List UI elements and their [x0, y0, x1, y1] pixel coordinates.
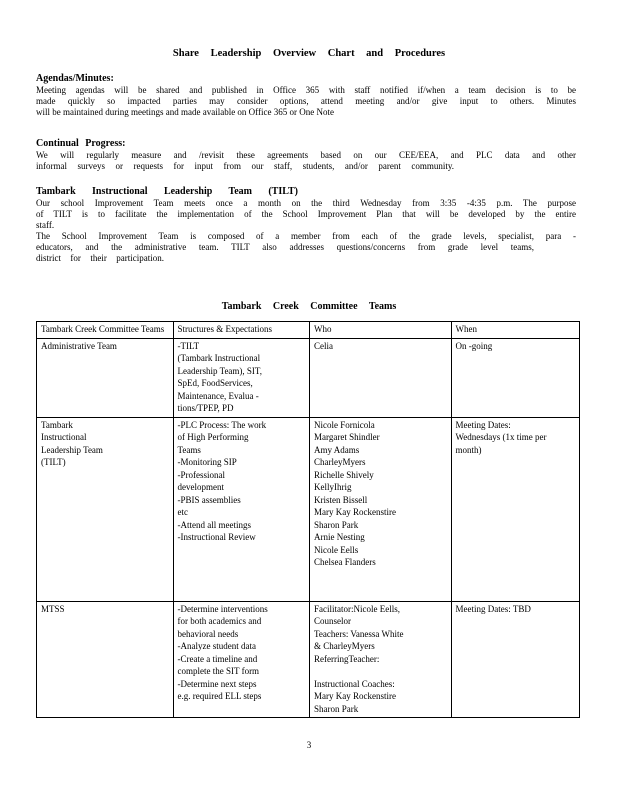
cell-line: -Analyze student data: [177, 641, 256, 651]
cell-line: Wednesdays (1x time per: [455, 432, 547, 442]
section-line: The School Improvement Team is composed of a member from each of the grade levels, specialist, para -: [36, 231, 576, 241]
cell-line: Leadership Team), SIT,: [177, 365, 263, 376]
cell-line: Teachers: Vanessa White: [314, 628, 404, 639]
section-line: of TILT is to facilitate the implementation of the School Improvement Plan that will be developed by the entire: [36, 209, 576, 219]
structures-cell: [173, 338, 310, 417]
cell-line: (Tambark Instructional: [177, 353, 261, 363]
cell-line: complete the SIT form: [177, 666, 260, 676]
cell-line: Celia: [314, 340, 333, 351]
cell-line: Instructional: [41, 432, 87, 442]
cell-line: SpEd, FoodServices,: [177, 378, 253, 388]
cell-line: Amy Adams: [314, 444, 360, 455]
cell-line: -Determine interventions: [177, 603, 268, 614]
section-heading: Agendas/Minutes:: [36, 73, 114, 84]
cell-line: -Determine next steps: [177, 678, 257, 689]
cell-line: Instructional Coaches:: [314, 678, 395, 689]
cell-line: CharleyMyers: [314, 457, 366, 467]
cell-line: Teams: [177, 444, 201, 455]
cell-line: Arnie Nesting: [314, 532, 365, 542]
cell-line: -TILT: [177, 340, 200, 351]
section-agendas: [36, 72, 576, 118]
cell-line: ReferringTeacher:: [314, 653, 380, 664]
cell-line: Sharon Park: [314, 703, 359, 714]
cell-line: Nicole Eells: [314, 544, 359, 555]
header-cell: [37, 322, 174, 339]
cell-line: Mary Kay Rockenstire: [314, 691, 396, 701]
cell-line: of High Performing: [177, 432, 249, 442]
cell-line: behavioral needs: [177, 628, 239, 639]
table-title: Tambark Creek Committee Teams: [221, 301, 397, 312]
section-line: district for their participation.: [36, 253, 164, 263]
cell-line: -PLC Process: The work: [177, 419, 267, 430]
section-tilt: [36, 185, 576, 264]
section-heading: Tambark Instructional Leadership Team (TILT): [36, 186, 298, 197]
cell-line: etc: [177, 507, 188, 517]
team-cell: [37, 601, 174, 718]
table-row: [37, 338, 580, 417]
section-heading: Continual Progress:: [36, 138, 126, 149]
cell-line: Richelle Shively: [314, 469, 374, 480]
section-line: Our school Improvement Team meets once a month on the third Wednesday from 3:35 -4:35 p.m. The purpose: [36, 198, 576, 208]
document-title: Share Leadership Overview Chart and Procedures: [172, 48, 446, 59]
when-cell: [451, 601, 579, 718]
cell-line: tions/TPEP, PD: [177, 403, 234, 413]
cell-line: month): [455, 444, 482, 455]
section-line: staff.: [36, 220, 55, 230]
team-cell: [37, 417, 174, 601]
cell-line: Nicole Fornicola: [314, 419, 375, 430]
structures-cell: [173, 601, 310, 718]
cell-line: Facilitator:Nicole Eells,: [314, 603, 400, 614]
who-cell: [310, 601, 452, 718]
when-cell: [451, 338, 579, 417]
page-number: 3: [306, 740, 312, 750]
header-label: Tambark Creek Committee Teams: [41, 324, 165, 334]
header-label: When: [455, 324, 478, 334]
team-cell: [37, 338, 174, 417]
cell-line: KellyIhrig: [314, 482, 352, 492]
cell-line: Mary Kay Rockenstire: [314, 507, 396, 517]
cell-line: -Instructional Review: [177, 532, 256, 542]
cell-line: Administrative Team: [41, 340, 117, 351]
when-cell: [451, 417, 579, 601]
header-cell: [451, 322, 579, 339]
cell-line: Sharon Park: [314, 519, 359, 530]
cell-line: Leadership Team: [41, 444, 103, 455]
committee-table: [36, 321, 580, 718]
table-row: [37, 417, 580, 601]
cell-line: Margaret Shindler: [314, 432, 380, 442]
cell-line: (TILT): [41, 457, 66, 467]
cell-line: Tambark: [41, 419, 73, 430]
section-line: Meeting agendas will be shared and published in Office 365 with staff notified if/when a team decision is to be: [36, 85, 576, 95]
cell-line: development: [177, 482, 224, 492]
cell-line: Meeting Dates:: [455, 419, 511, 430]
cell-line: for both academics and: [177, 616, 262, 626]
section-continual-progress: [36, 137, 576, 172]
who-cell: [310, 417, 452, 601]
cell-line: Maintenance, Evalua -: [177, 390, 259, 401]
cell-line: On -going: [455, 340, 493, 351]
cell-line: Kristen Bissell: [314, 494, 368, 505]
structures-cell: [173, 417, 310, 601]
cell-line: e.g. required ELL steps: [177, 691, 262, 701]
section-line: We will regularly measure and /revisit these agreements based on our CEE/EEA, and PLC data and other: [36, 150, 576, 160]
section-line: informal surveys or requests for input from our staff, students, and/or parent community.: [36, 161, 454, 171]
section-line: made quickly so impacted parties may consider options, attend meeting and/or give input to others. Minutes: [36, 96, 576, 106]
cell-line: -Attend all meetings: [177, 519, 251, 530]
header-cell: [173, 322, 310, 339]
cell-line: MTSS: [41, 603, 65, 614]
cell-line: & CharleyMyers: [314, 641, 375, 651]
section-line: educators, and the administrative team. TILT also addresses questions/concerns from grade level teams,: [36, 242, 534, 252]
table-row: [37, 601, 580, 718]
cell-line: -Create a timeline and: [177, 653, 258, 664]
cell-line: Meeting Dates: TBD: [455, 603, 531, 614]
header-label: Who: [314, 324, 332, 334]
cell-line: Counselor: [314, 616, 351, 626]
cell-line: [314, 665, 448, 678]
header-label: Structures & Expectations: [177, 324, 272, 334]
cell-line: -Professional: [177, 469, 225, 480]
table-header-row: [37, 322, 580, 339]
cell-line: -Monitoring SIP: [177, 457, 237, 467]
header-cell: [310, 322, 452, 339]
who-cell: [310, 338, 452, 417]
section-line: will be maintained during meetings and made available on Office 365 or One Note: [36, 107, 334, 117]
cell-line: Chelsea Flanders: [314, 557, 376, 567]
cell-line: -PBIS assemblies: [177, 494, 241, 505]
